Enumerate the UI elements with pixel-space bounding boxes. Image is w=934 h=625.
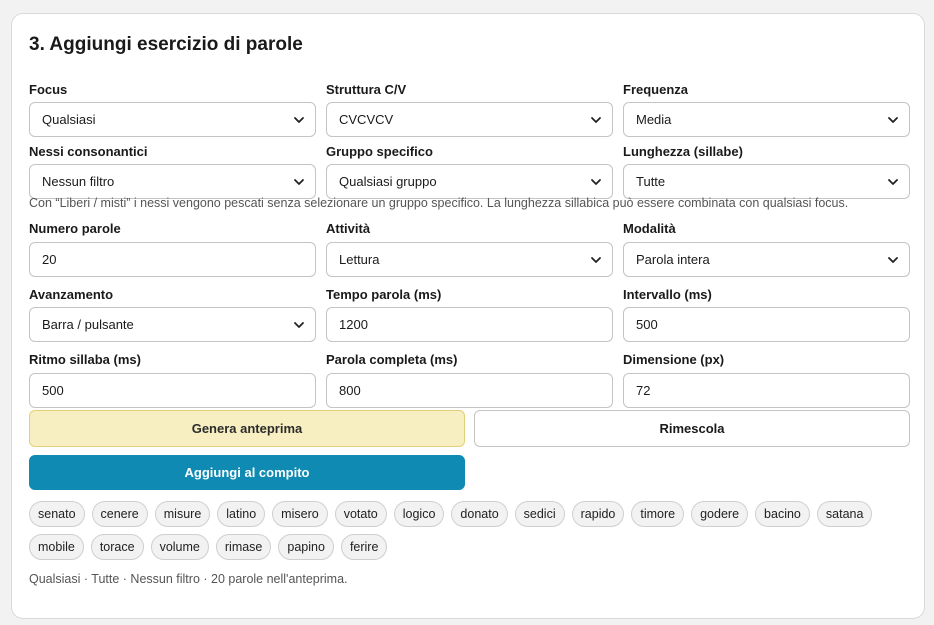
intervallo-field <box>623 286 910 332</box>
nessi-value: Nessun filtro <box>42 174 115 189</box>
dimensione-label: Dimensione (px) <box>623 352 725 367</box>
ritmo-sillaba-value: 500 <box>42 383 64 398</box>
parola-completa-input[interactable] <box>326 373 613 408</box>
ritmo-sillaba-label: Ritmo sillaba (ms) <box>29 352 141 367</box>
gruppo-field <box>326 143 613 189</box>
tempo-parola-input[interactable] <box>326 307 613 342</box>
word-chip: sedici <box>515 501 565 527</box>
ritmo-sillaba-input[interactable] <box>29 373 316 408</box>
chevron-down-icon <box>293 114 305 126</box>
word-chip: mobile <box>29 534 84 560</box>
word-chip: rimase <box>216 534 272 560</box>
chevron-down-icon <box>293 319 305 331</box>
word-chip: ferire <box>341 534 387 560</box>
tempo-parola-label: Tempo parola (ms) <box>326 287 442 302</box>
modalita-value: Parola intera <box>636 252 710 267</box>
section-title: 3. Aggiungi esercizio di parole <box>29 34 303 55</box>
nessi-select[interactable] <box>29 164 316 199</box>
word-chip: rapido <box>572 501 625 527</box>
parola-completa-field <box>326 351 613 398</box>
struttura-select[interactable] <box>326 102 613 137</box>
parola-completa-label: Parola completa (ms) <box>326 352 458 367</box>
lunghezza-label: Lunghezza (sillabe) <box>623 144 743 159</box>
gruppo-label: Gruppo specifico <box>326 144 433 159</box>
numero-field <box>29 220 316 267</box>
chevron-down-icon <box>590 254 602 266</box>
focus-label: Focus <box>29 82 68 97</box>
gruppo-value: Qualsiasi gruppo <box>339 174 437 189</box>
lunghezza-select[interactable] <box>623 164 910 199</box>
frequenza-field <box>623 81 910 127</box>
word-chip: latino <box>217 501 265 527</box>
word-chip: timore <box>631 501 684 527</box>
preview-summary: Qualsiasi · Tutte · Nessun filtro · 20 parole nell'anteprima. <box>29 572 348 586</box>
shuffle-button[interactable]: Rimescola <box>474 410 910 447</box>
word-chip: volume <box>151 534 209 560</box>
modalita-select[interactable] <box>623 242 910 277</box>
tempo-parola-value: 1200 <box>339 317 368 332</box>
modalita-field <box>623 220 910 267</box>
avanzamento-select[interactable] <box>29 307 316 342</box>
numero-input[interactable] <box>29 242 316 277</box>
lunghezza-field <box>623 143 910 189</box>
intervallo-value: 500 <box>636 317 658 332</box>
word-chip: logico <box>394 501 445 527</box>
struttura-value: CVCVCV <box>339 112 394 127</box>
attivita-label: Attività <box>326 221 371 236</box>
attivita-field <box>326 220 613 267</box>
avanzamento-value: Barra / pulsante <box>42 317 134 332</box>
modalita-label: Modalità <box>623 221 676 236</box>
attivita-select[interactable] <box>326 242 613 277</box>
word-chip: bacino <box>755 501 810 527</box>
add-to-assignment-button[interactable]: Aggiungi al compito <box>29 455 465 490</box>
frequenza-value: Media <box>636 112 672 127</box>
chevron-down-icon <box>887 114 899 126</box>
dimensione-input[interactable] <box>623 373 910 408</box>
word-chip: cenere <box>92 501 148 527</box>
attivita-value: Lettura <box>339 252 380 267</box>
word-chip: satana <box>817 501 873 527</box>
tempo-parola-field <box>326 286 613 332</box>
focus-value: Qualsiasi <box>42 112 96 127</box>
lunghezza-value: Tutte <box>636 174 666 189</box>
parola-completa-value: 800 <box>339 383 361 398</box>
word-chip: misure <box>155 501 211 527</box>
dimensione-field <box>623 351 910 398</box>
chevron-down-icon <box>887 254 899 266</box>
word-chip: votato <box>335 501 387 527</box>
intervallo-label: Intervallo (ms) <box>623 287 712 302</box>
chevron-down-icon <box>590 114 602 126</box>
nessi-label: Nessi consonantici <box>29 144 148 159</box>
dimensione-value: 72 <box>636 383 651 398</box>
frequenza-select[interactable] <box>623 102 910 137</box>
word-chip: papino <box>278 534 334 560</box>
word-chip: misero <box>272 501 328 527</box>
frequenza-label: Frequenza <box>623 82 689 97</box>
exercise-card <box>11 13 925 619</box>
word-chip: donato <box>451 501 507 527</box>
chevron-down-icon <box>887 176 899 188</box>
gruppo-select[interactable] <box>326 164 613 199</box>
avanzamento-field <box>29 286 316 332</box>
numero-label: Numero parole <box>29 221 121 236</box>
chevron-down-icon <box>590 176 602 188</box>
word-chip: torace <box>91 534 144 560</box>
chevron-down-icon <box>293 176 305 188</box>
nessi-field <box>29 143 316 189</box>
avanzamento-label: Avanzamento <box>29 287 114 302</box>
hint-text: Con “Liberi / misti” i nessi vengono pescati senza selezionare un gruppo specifico. La lunghezza sillabica può essere combinata con qualsiasi focus. <box>29 196 849 210</box>
word-chip: godere <box>691 501 748 527</box>
struttura-field <box>326 81 613 127</box>
word-chip: senato <box>29 501 85 527</box>
ritmo-sillaba-field <box>29 351 316 398</box>
intervallo-input[interactable] <box>623 307 910 342</box>
struttura-label: Struttura C/V <box>326 82 407 97</box>
numero-value: 20 <box>42 252 57 267</box>
focus-select[interactable] <box>29 102 316 137</box>
word-preview-list <box>29 501 899 560</box>
generate-preview-button[interactable]: Genera anteprima <box>29 410 465 447</box>
focus-field <box>29 81 316 127</box>
